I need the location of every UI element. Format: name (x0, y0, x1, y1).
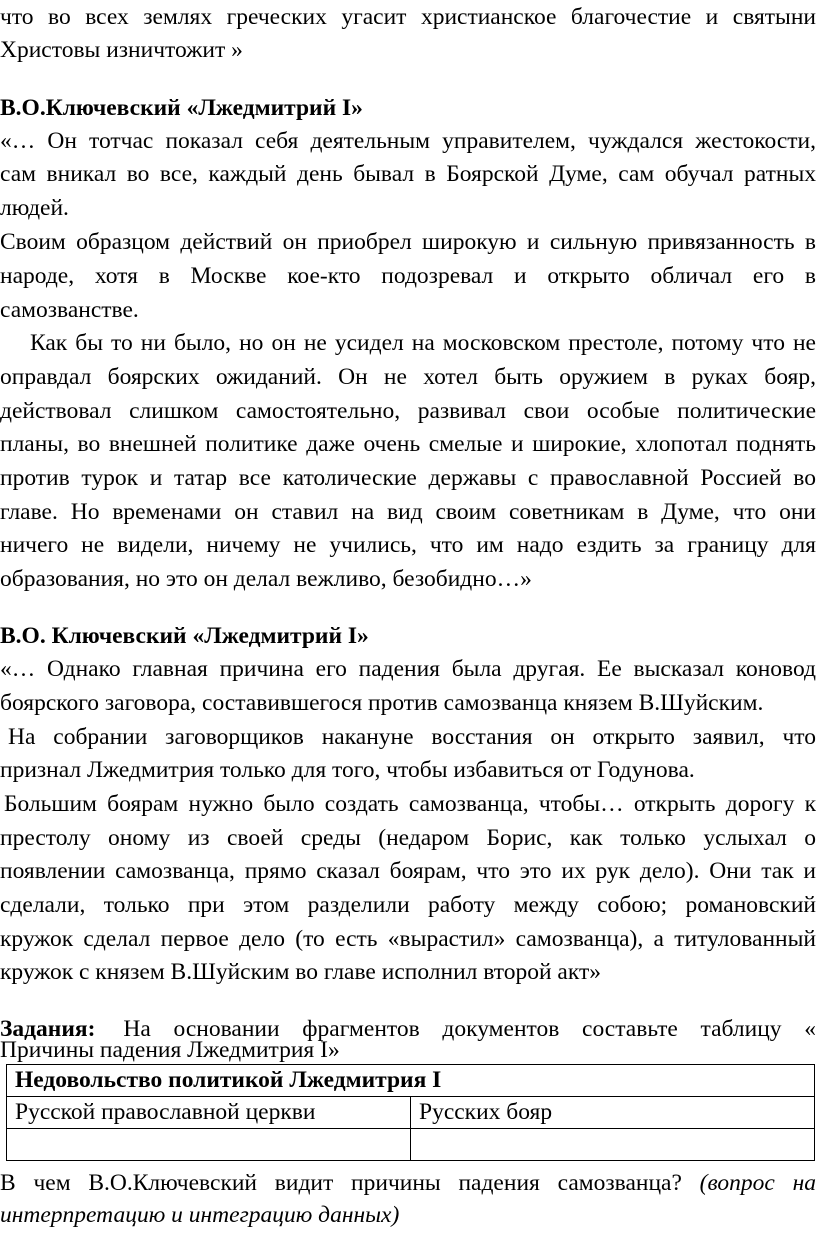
section2-line-2: боярского заговора, составившегося против самозванца князем В.Шуйским. (0, 690, 764, 716)
task-text-1: На основании фрагментов документов составьте таблицу « (123, 1016, 816, 1042)
section2-line-4: признал Лжедмитрия только для того, чтобы избавиться от Годунова. (0, 757, 695, 783)
section2-line-3: На собрании заговорщиков накануне восстания он открыто заявил, что (8, 724, 816, 750)
section1-line-1: «… Он тотчас показал себя деятельным управителем, чуждался жестокости, (0, 128, 816, 154)
section1-heading: В.О.Ключевский «Лжедмитрий I» (0, 95, 363, 121)
section1-line-9: действовал слишком самостоятельно, развивал свои особые политические (0, 398, 816, 424)
section1-line-3: людей. (0, 195, 69, 221)
section1-line-4: Своим образцом действий он приобрел широкую и сильную привязанность в (0, 229, 816, 255)
section1-line-10: планы, во внешней политике даже очень смелые и широкие, хлопотал поднять (0, 431, 816, 457)
table-cell-boyars: Русских бояр (411, 1097, 815, 1129)
question-line-2: интерпретацию и интеграцию данных) (0, 1202, 400, 1228)
question-line-1 (0, 1168, 816, 1198)
section1-line-12: главе. Но временами он ставил на вид своим советникам в Думе, что они (0, 499, 816, 525)
task-line-2: Причины падения Лжедмитрия I» (0, 1037, 340, 1063)
section2-line-7: появлении самозванца, прямо сказал боярам, что это их рук дело). Они так и (0, 858, 816, 884)
table-header-cell: Недовольство политикой Лжедмитрия I (7, 1065, 815, 1097)
section2-line-5: Большим боярам нужно было создать самозванца, чтобы… открыть дорогу к (4, 791, 816, 817)
table-cell-church: Русской православной церкви (7, 1097, 411, 1129)
task-label: Задания: (0, 1016, 96, 1042)
table-row (7, 1097, 815, 1129)
section2-heading: В.О. Ключевский «Лжедмитрий I» (0, 623, 369, 649)
intro-line-1: что во всех землях греческих угасит христианское благочестие и святыни (0, 4, 816, 30)
table-cell-empty-1[interactable] (7, 1129, 411, 1161)
section1-line-7: Как бы то ни было, но он не усидел на московском престоле, потому что не (30, 330, 816, 356)
section2-line-9: кружок сделал первое дело (то есть «вырастил» самозванца), а титулованный (0, 926, 816, 952)
section1-line-11: против турок и татар все католические державы с православной Россией во (0, 465, 816, 491)
section2-line-10: кружок с князем В.Шуйским во главе исполнил второй акт» (0, 959, 601, 985)
question-note-1: (вопрос на (699, 1170, 816, 1196)
table-cell-empty-2[interactable] (411, 1129, 815, 1161)
section2-line-6: престолу оному из своей среды (недаром Борис, как только услыхал о (0, 825, 816, 851)
section1-line-5: народе, хотя в Москве кое-кто подозревал и открыто обличал его в (0, 263, 816, 289)
section1-line-13: ничего не видели, ничему не учились, что им надо ездить за границу для (0, 532, 816, 558)
intro-line-2: Христовы изничтожит » (0, 37, 243, 63)
table-row (7, 1129, 815, 1161)
section2-line-1: «… Однако главная причина его падения была другая. Ее высказал коновод (0, 656, 816, 682)
section1-line-8: оправдал боярских ожиданий. Он не хотел быть оружием в руках бояр, (0, 364, 816, 390)
table-row (7, 1065, 815, 1097)
question-text: В чем В.О.Ключевский видит причины падения самозванца? (0, 1170, 682, 1196)
causes-table (6, 1064, 815, 1161)
section2-line-8: сделали, только при этом разделили работу между собою; романовский (0, 892, 816, 918)
section1-line-2: сам вникал во все, каждый день бывал в Боярской Думе, сам обучал ратных (0, 161, 816, 187)
section1-line-6: самозванстве. (0, 297, 139, 323)
section1-line-14: образования, но это он делал вежливо, безобидно…» (0, 566, 532, 592)
